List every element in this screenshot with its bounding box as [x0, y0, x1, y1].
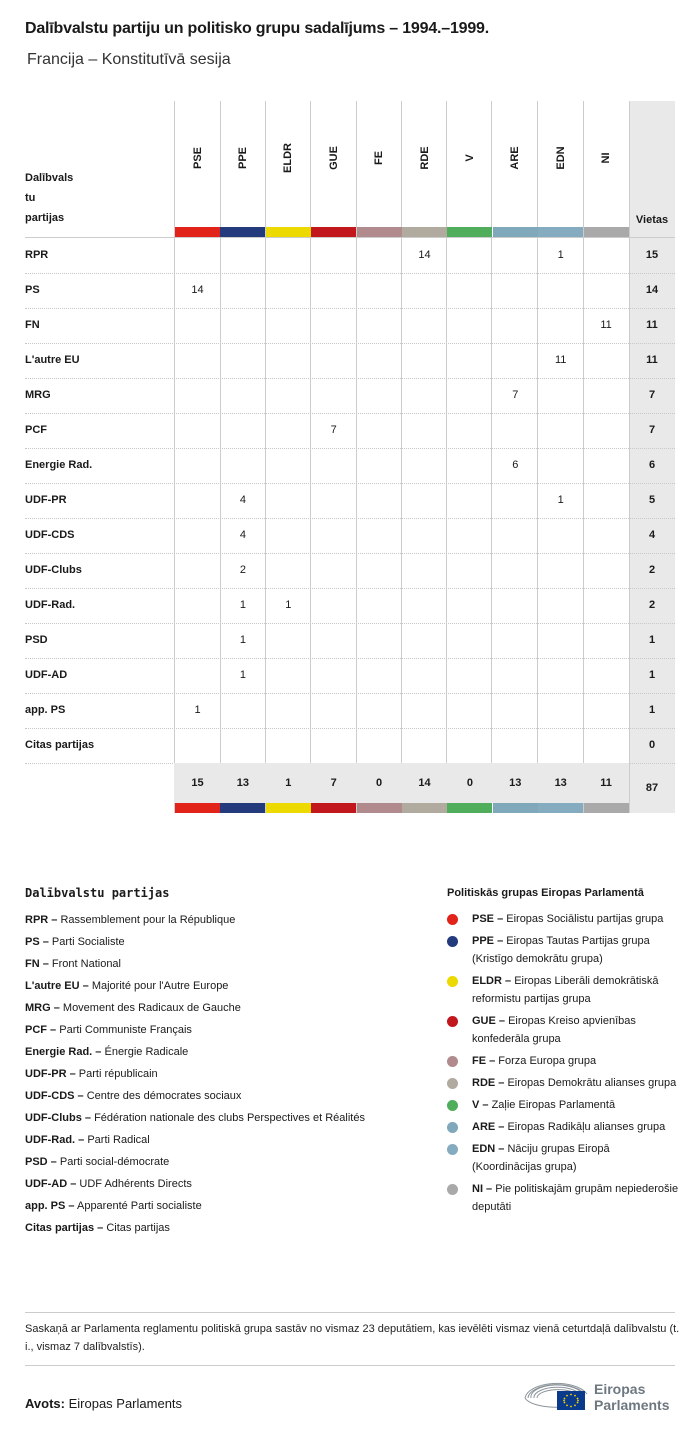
- party-full-name: Centre des démocrates sociaux: [86, 1090, 242, 1102]
- party-column-header: [25, 168, 73, 228]
- table-row: [25, 588, 675, 624]
- group-total: 13: [509, 777, 522, 789]
- group-color-bar: [584, 803, 629, 813]
- row-total: 11: [646, 354, 658, 366]
- seat-count-cell: 1: [285, 599, 292, 611]
- group-abbr: FE –: [472, 1055, 496, 1067]
- group-total: 0: [466, 777, 473, 789]
- row-total: 7: [648, 424, 656, 436]
- group-column-header: [266, 102, 311, 226]
- party-header-line: partijas: [25, 212, 65, 224]
- party-legend-item: [25, 1063, 435, 1085]
- group-code: NI: [600, 152, 613, 164]
- table-row: [25, 378, 675, 414]
- table-row: [25, 483, 675, 519]
- group-color-bar: [266, 227, 311, 237]
- group-full-name: Eiropas Demokrātu alianses grupa: [507, 1077, 677, 1089]
- group-column-header: [447, 102, 492, 226]
- group-full-name: Eiropas Kreiso apvienības konfederāla grupa: [472, 1015, 636, 1045]
- party-name: UDF-Clubs: [25, 564, 82, 576]
- divider: [25, 1365, 675, 1366]
- seat-count-cell: 4: [239, 494, 246, 506]
- party-legend-item: [25, 1151, 435, 1173]
- seat-count-cell: 14: [191, 284, 204, 296]
- party-full-name: Majorité pour l'Autre Europe: [91, 980, 229, 992]
- group-legend-item: [447, 1096, 682, 1114]
- logo-wordmark: [594, 1381, 669, 1413]
- group-legend-item: [447, 1074, 682, 1092]
- source-label: Avots:: [25, 1396, 65, 1411]
- party-full-name: Apparenté Parti socialiste: [76, 1200, 202, 1212]
- party-full-name: Parti Socialiste: [51, 936, 125, 948]
- party-abbr: PCF –: [25, 1024, 57, 1036]
- party-legend-item: [25, 1041, 435, 1063]
- group-column-header: [175, 102, 220, 226]
- group-color-bar: [357, 803, 402, 813]
- group-full-name: Eiropas Tautas Partijas grupa (Kristīgo demokrātu grupa): [472, 935, 650, 965]
- group-code: PSE: [191, 146, 204, 170]
- table-row: [25, 238, 675, 274]
- party-abbr: FN –: [25, 958, 49, 970]
- group-color-dot-icon: [447, 936, 458, 947]
- logo-line: Eiropas: [594, 1381, 646, 1397]
- party-legend-item: [25, 1085, 435, 1107]
- party-abbr: L'autre EU –: [25, 980, 89, 992]
- group-full-name: Forza Europa grupa: [498, 1055, 597, 1067]
- party-header-line: tu: [25, 192, 36, 204]
- group-column-header: [357, 102, 402, 226]
- group-column-header: [402, 102, 447, 226]
- group-code: RDE: [418, 146, 431, 170]
- group-color-dot-icon: [447, 1184, 458, 1195]
- group-full-name: Eiropas Sociālistu partijas grupa: [506, 913, 664, 925]
- party-name: PCF: [25, 424, 47, 436]
- grand-total: 87: [645, 782, 659, 794]
- party-name: app. PS: [25, 704, 66, 716]
- party-header-line: Dalībvals: [25, 172, 74, 184]
- group-abbr: NI –: [472, 1183, 493, 1195]
- group-column-header: [538, 102, 583, 226]
- party-abbr: UDF-PR –: [25, 1068, 76, 1080]
- group-column-header: [311, 102, 356, 226]
- group-total: 14: [418, 777, 431, 789]
- row-total: 15: [645, 249, 659, 261]
- group-color-bar: [402, 227, 447, 237]
- party-legend-item: [25, 1173, 435, 1195]
- group-color-bar: [175, 227, 220, 237]
- group-abbr: ARE –: [472, 1121, 505, 1133]
- row-total: 6: [648, 459, 656, 471]
- party-abbr: RPR –: [25, 914, 58, 926]
- group-code: ARE: [509, 146, 522, 170]
- group-total: 11: [600, 777, 612, 789]
- groups-legend-title: Politiskās grupas Eiropas Parlamentā: [447, 887, 644, 899]
- group-code: FE: [373, 150, 386, 166]
- table-row: [25, 273, 675, 309]
- group-abbr: GUE –: [472, 1015, 506, 1027]
- party-legend-item: [25, 997, 435, 1019]
- party-abbr: PSD –: [25, 1156, 57, 1168]
- group-full-name: Eiropas Radikāļu alianses grupa: [507, 1121, 666, 1133]
- group-code: GUE: [327, 146, 340, 170]
- group-color-dot-icon: [447, 1144, 458, 1155]
- party-legend-item: [25, 953, 435, 975]
- group-abbr: RDE –: [472, 1077, 505, 1089]
- party-abbr: Energie Rad. –: [25, 1046, 102, 1058]
- logo-line: Parlaments: [594, 1397, 670, 1413]
- party-full-name: Front National: [51, 958, 121, 970]
- footnote: Saskaņā ar Parlamenta reglamentu politiskā grupa sastāv no vismaz 23 deputātiem, kas ievēlēti vismaz vienā ceturtdaļā dalībvalstu (t. i., vismaz 7 dalībvalstīs).: [25, 1323, 680, 1353]
- group-color-dot-icon: [447, 976, 458, 987]
- group-color-bar: [220, 803, 265, 813]
- group-color-bar: [447, 803, 492, 813]
- party-legend-item: [25, 1107, 435, 1129]
- table-row: [25, 308, 675, 344]
- group-color-dot-icon: [447, 1078, 458, 1089]
- party-name: FN: [25, 319, 40, 331]
- row-total: 1: [648, 634, 656, 646]
- group-color-bar: [266, 803, 311, 813]
- party-legend-item: [25, 1019, 435, 1041]
- seat-count-cell: 1: [239, 669, 246, 681]
- party-full-name: Citas partijas: [106, 1222, 170, 1234]
- parties-legend: [25, 909, 435, 1239]
- group-abbr: ELDR –: [472, 975, 512, 987]
- party-legend-item: [25, 1195, 435, 1217]
- group-full-name: Pie politiskajām grupām nepiederošie deputāti: [472, 1183, 679, 1213]
- row-total: 4: [648, 529, 656, 541]
- group-full-name: Nāciju grupas Eiropā (Koordinācijas grupa): [472, 1143, 610, 1173]
- seats-column-header: Vietas: [635, 214, 669, 226]
- seat-count-cell: 1: [557, 494, 564, 506]
- party-abbr: MRG –: [25, 1002, 60, 1014]
- group-total: 0: [376, 777, 383, 789]
- row-total: 7: [648, 389, 656, 401]
- group-legend-item: [447, 932, 682, 968]
- seat-count-cell: 11: [600, 319, 612, 331]
- party-name: UDF-PR: [25, 494, 67, 506]
- party-name: RPR: [25, 249, 49, 261]
- group-legend-item: [447, 1118, 682, 1136]
- group-column-header: [493, 102, 538, 226]
- group-abbr: PSE –: [472, 913, 504, 925]
- seat-count-cell: 2: [239, 564, 246, 576]
- group-column-header: [584, 102, 629, 226]
- row-total: 0: [648, 739, 656, 751]
- source-line: [25, 1396, 182, 1411]
- row-total: 5: [648, 494, 656, 506]
- party-abbr: Citas partijas –: [25, 1222, 104, 1234]
- seat-count-cell: 1: [194, 704, 201, 716]
- group-legend-item: [447, 1012, 682, 1048]
- party-legend-item: [25, 1129, 435, 1151]
- table-row: [25, 343, 675, 379]
- page-title: Dalībvalstu partiju un politisko grupu sadalījums – 1994.–1999.: [25, 20, 489, 37]
- seat-count-cell: 7: [330, 424, 337, 436]
- seat-count-cell: 7: [512, 389, 519, 401]
- row-total: 1: [648, 669, 656, 681]
- party-legend-item: [25, 975, 435, 997]
- row-total: 2: [648, 564, 656, 576]
- seat-count-cell: 4: [239, 529, 246, 541]
- seat-count-cell: 1: [239, 599, 246, 611]
- party-full-name: Fédération nationale des clubs Perspectives et Réalités: [94, 1112, 365, 1124]
- party-full-name: Énergie Radicale: [104, 1046, 189, 1058]
- row-total: 1: [648, 704, 656, 716]
- group-color-bar: [493, 227, 538, 237]
- group-legend-item: [447, 1140, 682, 1176]
- group-total: 13: [236, 777, 250, 789]
- party-name: Citas partijas: [25, 739, 95, 751]
- group-legend-item: [447, 972, 682, 1008]
- table-row: [25, 518, 675, 554]
- table-row: [25, 728, 675, 764]
- group-color-bar: [357, 227, 402, 237]
- table-row: [25, 448, 675, 484]
- party-abbr: UDF-Rad. –: [25, 1134, 85, 1146]
- party-name: UDF-Rad.: [25, 599, 76, 611]
- party-name: UDF-AD: [25, 669, 68, 681]
- party-abbr: UDF-CDS –: [25, 1090, 84, 1102]
- group-color-bar: [175, 803, 220, 813]
- group-color-bar: [311, 803, 356, 813]
- group-color-bar: [220, 227, 265, 237]
- row-total: 2: [648, 599, 656, 611]
- group-code: V: [463, 154, 476, 162]
- party-full-name: Parti social-démocrate: [59, 1156, 170, 1168]
- group-abbr: PPE –: [472, 935, 504, 947]
- group-column-header: [220, 102, 265, 226]
- party-abbr: app. PS –: [25, 1200, 75, 1212]
- group-color-dot-icon: [447, 1016, 458, 1027]
- party-full-name: Parti républicain: [78, 1068, 158, 1080]
- seat-count-cell: 14: [418, 249, 431, 261]
- group-color-dot-icon: [447, 1100, 458, 1111]
- party-full-name: Movement des Radicaux de Gauche: [62, 1002, 241, 1014]
- seat-count-cell: 1: [557, 249, 564, 261]
- group-totals-row: [174, 763, 629, 803]
- row-total: 11: [646, 319, 658, 331]
- table-row: [25, 553, 675, 589]
- group-color-bar: [311, 227, 356, 237]
- party-legend-item: [25, 909, 435, 931]
- group-legend-item: [447, 1052, 682, 1070]
- seat-count-cell: 6: [512, 459, 519, 471]
- group-abbr: V –: [472, 1099, 489, 1111]
- party-name: PS: [25, 284, 40, 296]
- party-name: Energie Rad.: [25, 459, 93, 471]
- party-full-name: Parti Radical: [87, 1134, 150, 1146]
- group-abbr: EDN –: [472, 1143, 505, 1155]
- seat-count-cell: 1: [239, 634, 246, 646]
- table-row: [25, 413, 675, 449]
- party-legend-item: [25, 931, 435, 953]
- group-color-dot-icon: [447, 1122, 458, 1133]
- party-name: L'autre EU: [25, 354, 80, 366]
- party-full-name: UDF Adhérents Directs: [79, 1178, 192, 1190]
- parties-legend-title: Dalībvalstu partijas: [25, 886, 170, 900]
- party-abbr: PS –: [25, 936, 49, 948]
- group-total: 1: [285, 777, 292, 789]
- group-color-bar: [447, 227, 492, 237]
- group-code: PPE: [236, 146, 249, 170]
- group-full-name: Zaļie Eiropas Parlamentā: [491, 1099, 616, 1111]
- party-name: MRG: [25, 389, 51, 401]
- group-color-bar: [493, 803, 538, 813]
- party-abbr: UDF-Clubs –: [25, 1112, 91, 1124]
- table-row: [25, 658, 675, 694]
- seat-count-cell: 11: [554, 354, 567, 366]
- table-row: [25, 623, 675, 659]
- group-code: ELDR: [282, 143, 295, 173]
- party-name: UDF-CDS: [25, 529, 75, 541]
- table-row: [25, 693, 675, 729]
- party-abbr: UDF-AD –: [25, 1178, 77, 1190]
- group-legend-item: [447, 1180, 682, 1216]
- row-total: 14: [645, 284, 659, 296]
- group-total: 15: [191, 777, 204, 789]
- source-value: Eiropas Parlaments: [68, 1396, 183, 1411]
- group-color-dot-icon: [447, 914, 458, 925]
- group-color-bar: [538, 227, 583, 237]
- group-color-bar: [538, 803, 583, 813]
- group-color-bar: [402, 803, 447, 813]
- party-legend-item: [25, 1217, 435, 1239]
- groups-legend: [447, 910, 682, 1220]
- party-full-name: Rassemblement pour la République: [60, 914, 236, 926]
- group-total: 7: [330, 777, 337, 789]
- group-color-bar: [584, 227, 629, 237]
- group-code: EDN: [554, 146, 567, 170]
- party-name: PSD: [25, 634, 48, 646]
- divider: [25, 1312, 675, 1313]
- group-full-name: Eiropas Liberāli demokrātiskā reformistu partijas grupa: [472, 975, 659, 1005]
- group-total: 13: [554, 777, 567, 789]
- group-legend-item: [447, 910, 682, 928]
- group-color-dot-icon: [447, 1056, 458, 1067]
- page-subtitle: Francija – Konstitutīvā sesija: [27, 51, 231, 68]
- party-full-name: Parti Communiste Français: [59, 1024, 192, 1036]
